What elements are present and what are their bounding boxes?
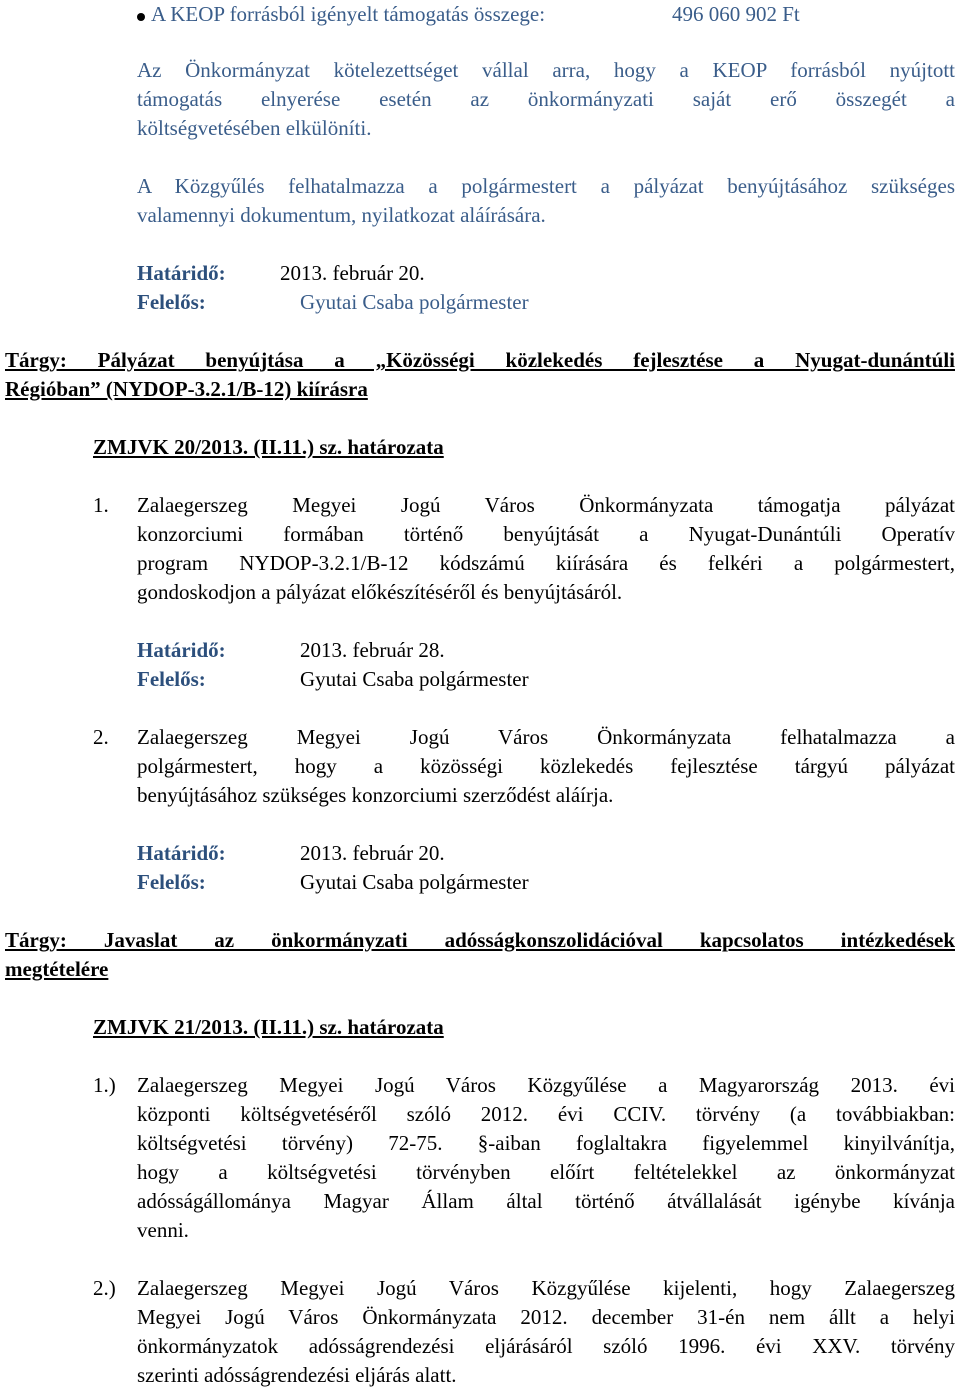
paragraph-line: támogatás elnyerése esetén az önkormányzati saját erő összegét a	[137, 87, 955, 111]
item-line: program NYDOP-3.2.1/B-12 kódszámú kiírására és felkéri a polgármestert,	[137, 551, 955, 575]
deadline-label: Határidő:	[137, 638, 226, 662]
subject-line: megtételére	[5, 957, 109, 981]
item-line: venni.	[137, 1218, 189, 1242]
bullet-icon	[137, 13, 145, 21]
item-line: központi költségvetéséről szóló 2012. évi CCIV. törvény (a továbbiakban:	[137, 1102, 955, 1126]
responsible-label: Felelős:	[137, 870, 206, 894]
item-line: költségvetési törvény) 72-75. §-aiban foglaltakra figyelemmel kinyilvánítja,	[137, 1131, 955, 1155]
responsible-label: Felelős:	[137, 290, 206, 314]
subject-line: Régióban” (NYDOP-3.2.1/B-12) kiírásra	[5, 377, 368, 401]
item-number: 1.)	[93, 1073, 116, 1097]
item-line: Zalaegerszeg Megyei Jogú Város Közgyűlése a Magyarország 2013. évi	[137, 1073, 955, 1097]
item-number: 2.	[93, 725, 109, 749]
responsible-value: Gyutai Csaba polgármester	[300, 667, 529, 691]
deadline-label: Határidő:	[137, 841, 226, 865]
item-line: Zalaegerszeg Megyei Jogú Város Önkormányzata támogatja pályázat	[137, 493, 955, 517]
deadline-value: 2013. február 20.	[300, 841, 445, 865]
item-line: adósságállománya Magyar Állam által történő átvállalását igénybe kívánja	[137, 1189, 955, 1213]
paragraph-line: költségvetésében elkülöníti.	[137, 116, 372, 140]
item-line: gondoskodjon a pályázat előkészítéséről és benyújtásáról.	[137, 580, 623, 604]
item-line: benyújtásához szükséges konzorciumi szerződést aláírja.	[137, 783, 614, 807]
deadline-label: Határidő:	[137, 261, 226, 285]
responsible-label: Felelős:	[137, 667, 206, 691]
bullet-label: A KEOP forrásból igényelt támogatás összege:	[151, 2, 546, 26]
bullet-amount: 496 060 902 Ft	[672, 2, 800, 26]
item-number: 1.	[93, 493, 109, 517]
paragraph-line: A Közgyűlés felhatalmazza a polgármestert a pályázat benyújtásához szükséges	[137, 174, 955, 198]
resolution-number: ZMJVK 20/2013. (II.11.) sz. határozata	[93, 435, 444, 459]
subject-line: Tárgy: Javaslat az önkormányzati adósságkonszolidációval kapcsolatos intézkedések	[5, 928, 955, 952]
item-number: 2.)	[93, 1276, 116, 1300]
item-line: Zalaegerszeg Megyei Jogú Város Önkormányzata felhatalmazza a	[137, 725, 955, 749]
item-line: hogy a költségvetési törvényben előírt feltételekkel az önkormányzat	[137, 1160, 955, 1184]
item-line: konzorciumi formában történő benyújtását a Nyugat-Dunántúli Operatív	[137, 522, 955, 546]
deadline-value: 2013. február 28.	[300, 638, 445, 662]
paragraph-line: valamennyi dokumentum, nyilatkozat aláírására.	[137, 203, 546, 227]
item-line: polgármestert, hogy a közösségi közlekedés fejlesztése tárgyú pályázat	[137, 754, 955, 778]
responsible-value: Gyutai Csaba polgármester	[300, 870, 529, 894]
item-line: Megyei Jogú Város Önkormányzata 2012. december 31-én nem állt a helyi	[137, 1305, 955, 1329]
item-line: önkormányzatok adósságrendezési eljárásáról szóló 1996. évi XXV. törvény	[137, 1334, 955, 1358]
bullet-item	[0, 0, 960, 29]
item-line: szerinti adósságrendezési eljárás alatt.	[137, 1363, 457, 1387]
item-line: Zalaegerszeg Megyei Jogú Város Közgyűlése kijelenti, hogy Zalaegerszeg	[137, 1276, 955, 1300]
deadline-value: 2013. február 20.	[280, 261, 425, 285]
resolution-number: ZMJVK 21/2013. (II.11.) sz. határozata	[93, 1015, 444, 1039]
paragraph-line: Az Önkormányzat kötelezettséget vállal arra, hogy a KEOP forrásból nyújtott	[137, 58, 955, 82]
subject-line: Tárgy: Pályázat benyújtása a „Közösségi közlekedés fejlesztése a Nyugat-dunántúli	[5, 348, 955, 372]
responsible-value: Gyutai Csaba polgármester	[300, 290, 529, 314]
